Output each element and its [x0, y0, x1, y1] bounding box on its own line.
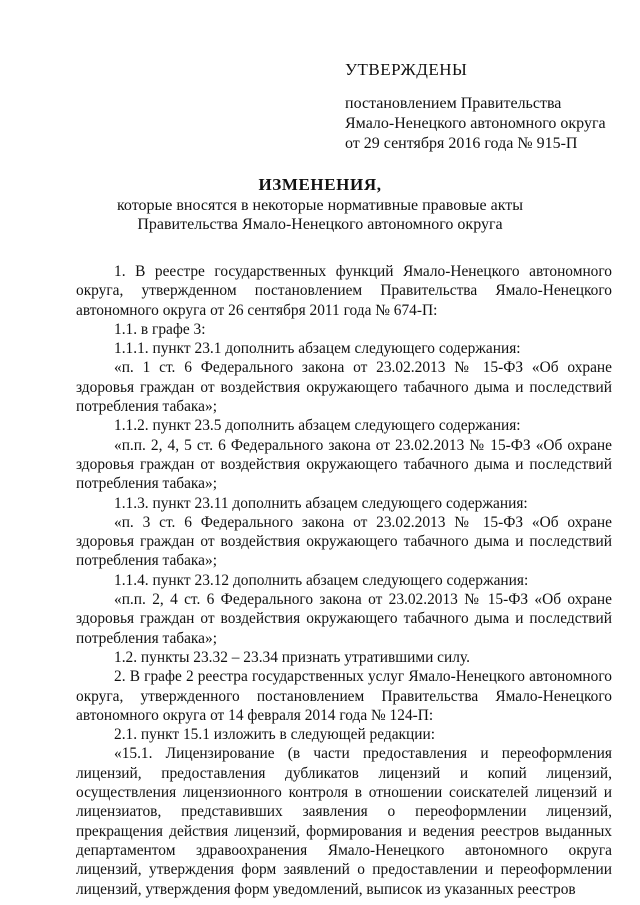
- paragraph: «п. 3 ст. 6 Федерального закона от 23.02.2013 № 15-ФЗ «Об охране здоровья граждан от воздействия окружающего табачного дыма и последствий потребления табака»;: [76, 513, 612, 570]
- paragraph: «п. 1 ст. 6 Федерального закона от 23.02.2013 № 15-ФЗ «Об охране здоровья граждан от воздействия окружающего табачного дыма и последствий потребления табака»;: [76, 359, 612, 416]
- paragraph: 1. В реестре государственных функций Ямало-Ненецкого автономного округа, утвержденном постановлением Правительства Ямало-Ненецкого автономного округа от 26 сентября 2011 года № 674-П:: [76, 263, 612, 319]
- approval-line: Ямало-Ненецкого автономного округа: [345, 115, 606, 132]
- paragraph: 1.1.3. пункт 23.11 дополнить абзацем следующего содержания:: [114, 494, 528, 512]
- document-subtitle: Правительства Ямало-Ненецкого автономного округа: [137, 216, 503, 233]
- approval-title: УТВЕРЖДЕНЫ: [345, 60, 468, 79]
- approval-block: [345, 60, 606, 154]
- paragraph: 2. В графе 2 реестра государственных услуг Ямало-Ненецкого автономного округа, утвержденного постановлением Правительства Ямало-Ненецкого автономного округа от 14 февраля 2014 года № 124-П:: [76, 668, 612, 724]
- approval-line: постановлением Правительства: [345, 95, 562, 112]
- approval-line: от 29 сентября 2016 года № 915-П: [345, 135, 578, 152]
- paragraph: 1.1. в графе 3:: [114, 320, 206, 338]
- document-body: [76, 262, 612, 899]
- document-subtitle: которые вносятся в некоторые нормативные правовые акты: [116, 197, 524, 214]
- document-title: ИЗМЕНЕНИЯ,: [258, 175, 382, 194]
- paragraph: «п.п. 2, 4 ст. 6 Федерального закона от 23.02.2013 № 15-ФЗ «Об охране здоровья граждан от воздействия окружающего табачного дыма и последствий потребления табака»;: [76, 591, 612, 647]
- paragraph: 2.1. пункт 15.1 изложить в следующей редакции:: [114, 726, 435, 744]
- paragraph: «п.п. 2, 4, 5 ст. 6 Федерального закона от 23.02.2013 № 15-ФЗ «Об охране здоровья граждан от воздействия окружающего табачного дыма и последствий потребления табака»;: [76, 436, 612, 493]
- document-heading: [0, 174, 640, 234]
- paragraph: 1.1.2. пункт 23.5 дополнить абзацем следующего содержания:: [114, 417, 521, 435]
- paragraph: 1.1.4. пункт 23.12 дополнить абзацем следующего содержания:: [114, 571, 529, 589]
- paragraph: «15.1. Лицензирование (в части предоставления и переоформления лицензий, предоставления дубликатов лицензий и копий лицензий, осуществления лицензионного контроля в отношении соискателей лицензий и лицензиатов, представивших заявления о переоформлении лицензий, прекращения действия лицензий, формирования и ведения реестров выданных департаментом здравоохранения Ямало-Ненецкого автономного округа лицензий, утверждения форм заявлений о предоставлении и переоформлении лицензий, утверждения форм уведомлений, выписок из указанных реестров: [76, 745, 612, 898]
- paragraph: 1.2. пункты 23.32 – 23.34 признать утратившими силу.: [114, 648, 470, 666]
- paragraph: 1.1.1. пункт 23.1 дополнить абзацем следующего содержания:: [114, 340, 521, 358]
